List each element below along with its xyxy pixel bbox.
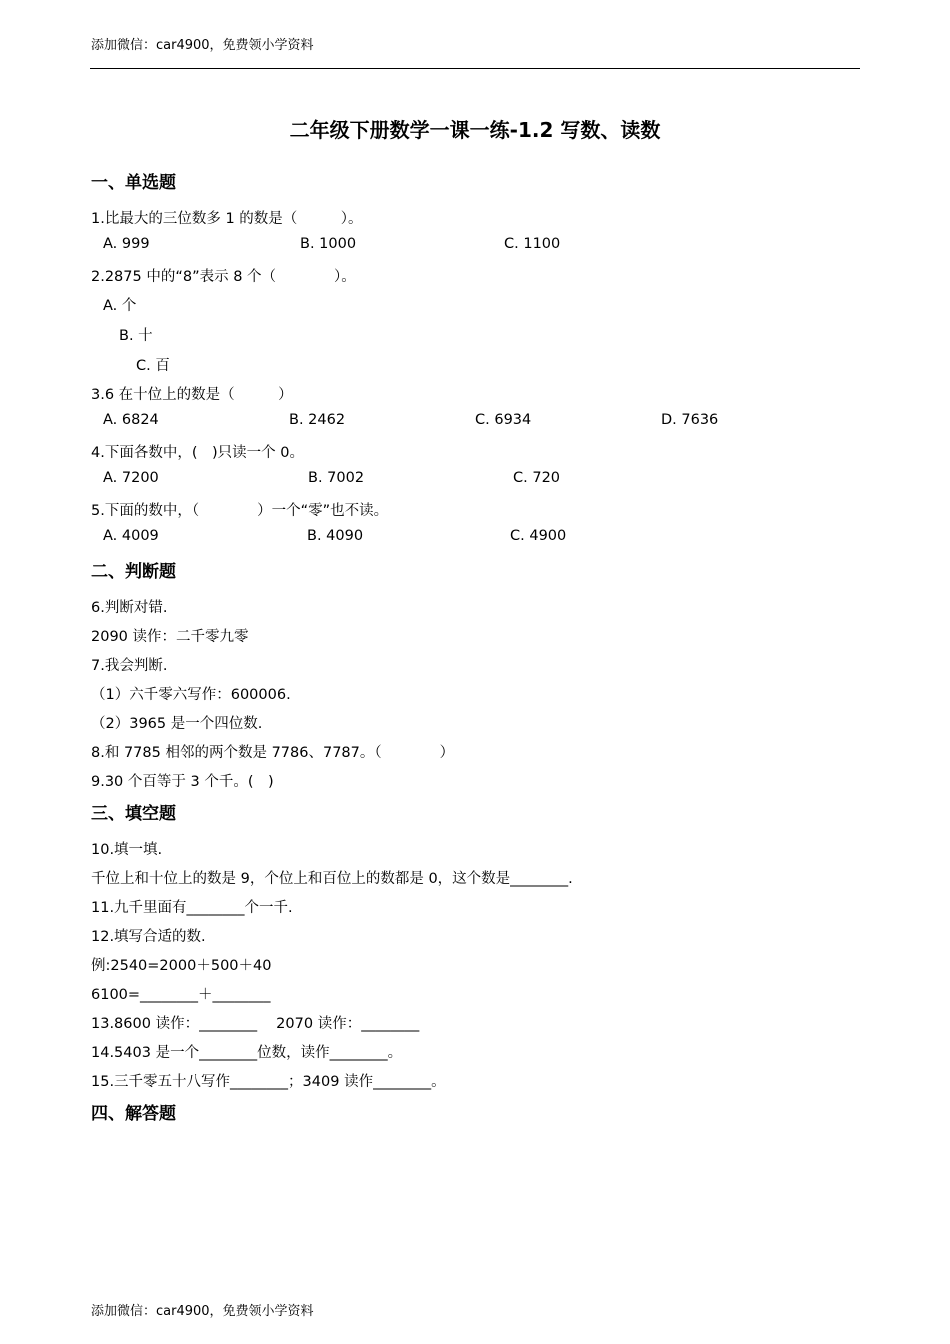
q5-option-a: A. 4009 bbox=[103, 528, 159, 544]
q7-line-2: （2）3965 是一个四位数. bbox=[91, 716, 263, 732]
q5-option-c: C. 4900 bbox=[510, 528, 567, 544]
q3-option-c: C. 6934 bbox=[475, 412, 532, 428]
question-1: 1.比最大的三位数多 1 的数是（ ）。 bbox=[91, 211, 363, 227]
question-4: 4.下面各数中，( )只读一个 0。 bbox=[91, 445, 304, 461]
q3-option-d: D. 7636 bbox=[661, 412, 719, 428]
q12-line: 6100=________＋________ bbox=[91, 987, 271, 1003]
question-9: 9.30 个百等于 3 个千。( ) bbox=[91, 774, 274, 790]
page-title: 二年级下册数学一课一练-1.2 写数、读数 bbox=[289, 118, 661, 142]
question-3: 3.6 在十位上的数是（ ） bbox=[91, 387, 293, 403]
question-12: 12.填写合适的数. bbox=[91, 929, 206, 945]
question-7: 7.我会判断. bbox=[91, 658, 168, 674]
q1-option-b: B. 1000 bbox=[300, 236, 357, 252]
question-6: 6.判断对错. bbox=[91, 600, 168, 616]
question-15: 15.三千零五十八写作________；3409 读作________。 bbox=[91, 1074, 446, 1090]
question-13: 13.8600 读作：________ 2070 读作：________ bbox=[91, 1016, 420, 1032]
q10-line: 千位上和十位上的数是 9，个位上和百位上的数都是 0，这个数是________. bbox=[91, 871, 573, 887]
question-8: 8.和 7785 相邻的两个数是 7786、7787。（ ） bbox=[91, 745, 455, 761]
q5-option-b: B. 4090 bbox=[307, 528, 364, 544]
section-single-choice: 一、单选题 bbox=[91, 173, 176, 193]
question-2: 2.2875 中的“8”表示 8 个（ ）。 bbox=[91, 269, 356, 285]
q2-option-a: A. 个 bbox=[103, 298, 137, 314]
header-rule bbox=[90, 68, 860, 69]
q4-option-c: C. 720 bbox=[513, 470, 561, 486]
question-5: 5.下面的数中，（ ）一个“零”也不读。 bbox=[91, 503, 389, 519]
q4-option-a: A. 7200 bbox=[103, 470, 159, 486]
q1-option-c: C. 1100 bbox=[504, 236, 561, 252]
q3-option-b: B. 2462 bbox=[289, 412, 346, 428]
question-14: 14.5403 是一个________位数，读作________。 bbox=[91, 1045, 403, 1061]
question-10: 10.填一填. bbox=[91, 842, 163, 858]
page-header: 添加微信：car4900，免费领小学资料 bbox=[91, 38, 314, 53]
page-footer: 添加微信：car4900，免费领小学资料 bbox=[91, 1304, 314, 1319]
question-11: 11.九千里面有________个一千. bbox=[91, 900, 293, 916]
q3-option-a: A. 6824 bbox=[103, 412, 159, 428]
q4-option-b: B. 7002 bbox=[308, 470, 365, 486]
q6-line: 2090 读作：二千零九零 bbox=[91, 629, 249, 645]
section-fill-blank: 三、填空题 bbox=[91, 804, 176, 824]
section-true-false: 二、判断题 bbox=[91, 562, 176, 582]
q7-line-1: （1）六千零六写作：600006. bbox=[91, 687, 291, 703]
section-solve: 四、解答题 bbox=[91, 1104, 176, 1124]
q2-option-c: C. 百 bbox=[136, 358, 170, 374]
q1-option-a: A. 999 bbox=[103, 236, 150, 252]
q12-example: 例:2540=2000＋500＋40 bbox=[91, 958, 272, 974]
q2-option-b: B. 十 bbox=[119, 328, 153, 344]
